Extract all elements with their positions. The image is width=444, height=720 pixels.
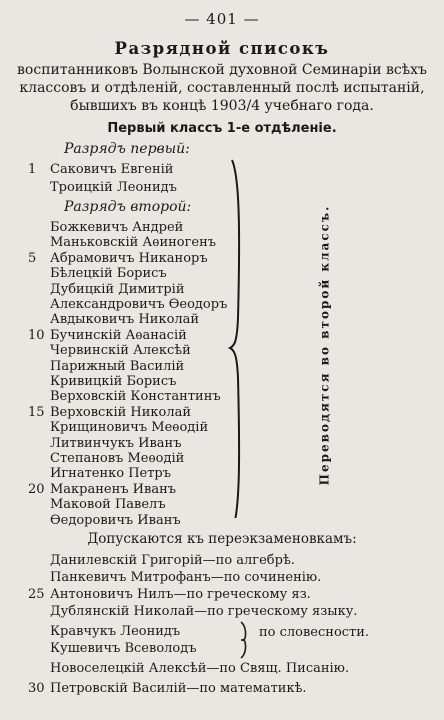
row-number: 1 bbox=[28, 162, 37, 177]
student-name: Дубицкій Димитрій bbox=[50, 281, 185, 297]
student-name: Парижный Василій bbox=[50, 358, 185, 374]
student-name: Верховскій Николай bbox=[50, 404, 192, 420]
student-name: Бѣлецкій Борисъ bbox=[50, 266, 167, 282]
student-name: Авдыковичъ Николай bbox=[50, 312, 200, 328]
student-name: Маковой Павелъ bbox=[50, 497, 166, 513]
row-number: 15 bbox=[28, 404, 45, 420]
category-second-label: Разрядъ второй: bbox=[64, 199, 192, 215]
small-brace-symbol bbox=[238, 620, 252, 660]
student-name: Крищиновичъ Меѳодій bbox=[50, 420, 209, 436]
row-number: 20 bbox=[28, 481, 45, 497]
subtitle-line-1: воспитанниковъ Волынской духовной Семинаріи всѣхъ bbox=[17, 62, 427, 78]
vertical-note: Переводятся во второй классъ. bbox=[317, 204, 331, 486]
reexam-entry: Антоновичъ Нилъ—по греческому яз. bbox=[50, 587, 311, 602]
reexam-entry: Новоселецкій Алексѣй—по Свящ. Писанію. bbox=[50, 661, 350, 676]
reexam-entry: Кушевичъ Всеволодъ bbox=[50, 641, 197, 656]
reexam-entry: Кравчукъ Леонидъ bbox=[50, 624, 181, 639]
reexam-entry: Петровскій Василій—по математикѣ. bbox=[50, 681, 307, 696]
student-name: Кривицкій Борисъ bbox=[50, 374, 177, 389]
student-name: Троицкій Леонидъ bbox=[50, 180, 177, 195]
row-number: 30 bbox=[28, 681, 45, 696]
reexam-entry: Панкевичъ Митрофанъ—по сочиненію. bbox=[50, 570, 322, 585]
student-name: Игнатенко Петръ bbox=[50, 466, 172, 482]
student-name: Саковичъ Евгеній bbox=[50, 162, 174, 177]
category-first-label: Разрядъ первый: bbox=[64, 141, 190, 157]
student-name: Литвинчукъ Иванъ bbox=[50, 435, 182, 451]
reexam-title: Допускаются къ переэкзаменовкамъ: bbox=[87, 531, 357, 547]
student-name: Маньковскій Аѳиногенъ bbox=[50, 235, 217, 251]
student-name: Божкевичъ Андрей bbox=[50, 220, 184, 235]
bracket-label: по словесности. bbox=[259, 625, 370, 640]
reexam-entry: Дублянскій Николай—по греческому языку. bbox=[50, 604, 358, 619]
student-name: Степановъ Меѳодій bbox=[50, 451, 185, 466]
row-number: 25 bbox=[28, 587, 45, 602]
student-name: Абрамовичъ Никаноръ bbox=[50, 250, 208, 266]
student-name: Верховскій Константинъ bbox=[50, 389, 221, 405]
subtitle-line-3: бывшихъ въ концѣ 1903/4 учебнаго года. bbox=[70, 98, 374, 114]
section-title: Первый классъ 1-е отдѣленіе. bbox=[107, 121, 337, 136]
student-name: Червинскій Алексѣй bbox=[50, 343, 191, 359]
reexam-entry: Данилевскій Григорій—по алгебрѣ. bbox=[50, 553, 295, 568]
row-number: 10 bbox=[28, 327, 45, 343]
subtitle-line-2: классовъ и отдѣленій, составленный послѣ испытаній, bbox=[19, 80, 425, 96]
student-name: Александровичъ Ѳеодоръ bbox=[50, 297, 228, 312]
student-name: Ѳедоровичъ Иванъ bbox=[50, 512, 181, 528]
page-number: — 401 — bbox=[184, 10, 260, 28]
page-title: Разрядной списокъ bbox=[114, 39, 330, 58]
student-name: Бучинскій Аѳанасій bbox=[50, 327, 187, 343]
row-number: 5 bbox=[28, 250, 37, 266]
student-name: Макраненъ Иванъ bbox=[50, 481, 177, 497]
